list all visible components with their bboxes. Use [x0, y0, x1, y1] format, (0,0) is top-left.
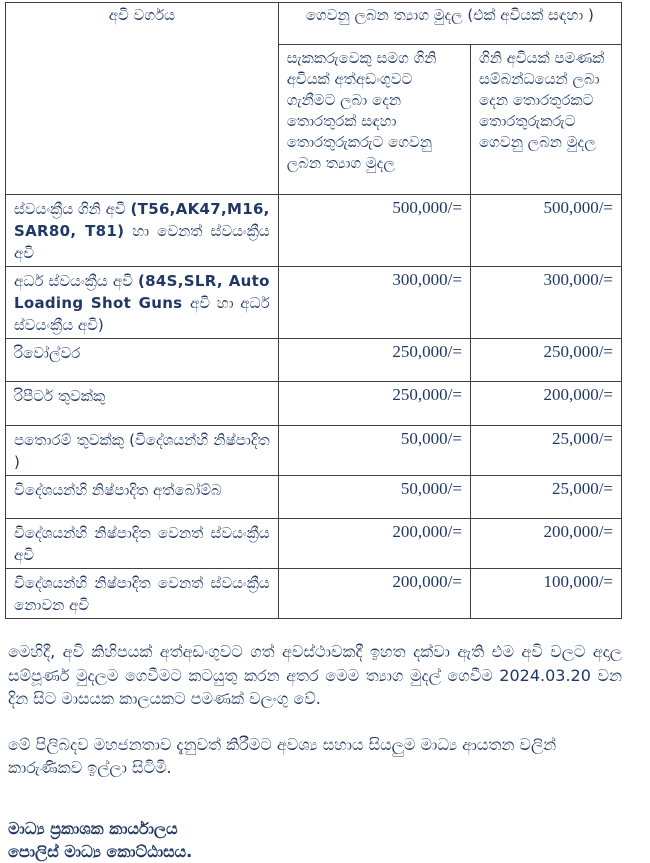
header-reward-merged: ගෙවනු ලබන ත්‍යාග මුදල (එක් අවියක් සඳහා ): [278, 3, 621, 45]
weapon-type-cell: රිවෝල්වර: [6, 339, 279, 382]
table-header-row: [6, 3, 622, 45]
reward-amount-table: [5, 2, 622, 619]
validity-paragraph: මෙහිදී, අවි කිහිපයක් අත්අඩංගුවට ගත් අවස්ථාවකදී ඉහත දක්වා ඇති එම අවි වලට අදාල සම්පූර්ණ මුදලම ගෙවීමට කටයුතු කරන අතර මෙම ත්‍යාග මුදල් ගෙවීම 2024.03.20 වන දින සිට මාසයක කාලයකට පමණක් වලංගු වේ.: [8, 642, 622, 708]
amount-with-suspect-cell: 200,000/=: [278, 519, 470, 569]
weapon-type-cell: විදේශයන්හි නිෂ්පාදිත වෙනත් ස්වයංක්‍රීය නොවන අවි: [6, 569, 279, 619]
amount-weapon-only-cell: 250,000/=: [470, 339, 621, 382]
header-weapon-type: අවි වර්ගය: [6, 3, 279, 195]
amount-with-suspect-cell: 200,000/=: [278, 569, 470, 619]
table-row: [6, 195, 622, 267]
signature-block: [8, 817, 622, 863]
weapon-type-cell: විදේශයන්හි නිෂ්පාදිත වෙනත් ස්වයංක්‍රීය අවි: [6, 519, 279, 569]
subheader-weapon-only: ගිනි අවියක් පමණක් සම්බන්ධයෙන් ලබා දෙන තොරතුරකට තොරතුරුකරුට ගෙවනු ලබන මුදල: [470, 45, 621, 195]
table-row: [6, 569, 622, 619]
table-row: [6, 267, 622, 339]
amount-weapon-only-cell: 100,000/=: [470, 569, 621, 619]
table-row: [6, 476, 622, 519]
weapon-type-cell: ස්වයංක්‍රීය ගිනි අවි (T56,AK47,M16, SAR80, T81) හා වෙනත් ස්වයංක්‍රීය අවි: [6, 195, 279, 267]
amount-weapon-only-cell: 25,000/=: [470, 426, 621, 476]
amount-weapon-only-cell: 25,000/=: [470, 476, 621, 519]
weapon-type-cell: රිපීටර් තුවක්කු: [6, 382, 279, 426]
amount-weapon-only-cell: 300,000/=: [470, 267, 621, 339]
table-row: [6, 339, 622, 382]
table-row: [6, 382, 622, 426]
amount-weapon-only-cell: 500,000/=: [470, 195, 621, 267]
amount-weapon-only-cell: 200,000/=: [470, 519, 621, 569]
table-row: [6, 519, 622, 569]
footer-office-line: මාධ්‍ය ප්‍රකාශක කාර්යාලය: [8, 818, 178, 838]
footer-division-line: පොලිස් මාධ්‍ය කොට්ඨාසය.: [8, 841, 193, 861]
subheader-with-suspect: සැකකරුවෙකු සමග ගිනි අවියක් අත්අඩංගුවට ගැනීමට ලබා දෙන තොරතුරක් සඳහා තොරතුරුකරුට ගෙවනු ලබන ත්‍යාග මුදල: [278, 45, 470, 195]
amount-with-suspect-cell: 50,000/=: [278, 476, 470, 519]
amount-weapon-only-cell: 200,000/=: [470, 382, 621, 426]
media-request-paragraph: මේ පිලිබදව මහජනතාව දැනුවත් කිරීමට අවශ්‍ය සහාය සියලුම මාධ්‍ය ආයතන වලින් කාරුණිකව ඉල්ලා සිටිමි.: [8, 734, 557, 777]
weapon-type-cell: විදේශයන්හි නිෂ්පාදිත අත්බෝම්බ: [6, 476, 279, 519]
amount-with-suspect-cell: 250,000/=: [278, 382, 470, 426]
amount-with-suspect-cell: 50,000/=: [278, 426, 470, 476]
weapon-type-cell: පතොරම් තුවක්කු (විදේශයන්හි නිෂ්පාදිත ): [6, 426, 279, 476]
amount-with-suspect-cell: 300,000/=: [278, 267, 470, 339]
weapon-type-cell: අර්ධ ස්වයංක්‍රීය අවි (84S,SLR, Auto Loading Shot Guns අවි හා අර්ධ ස්වයංක්‍රීය අවි): [6, 267, 279, 339]
table-row: [6, 426, 622, 476]
amount-with-suspect-cell: 500,000/=: [278, 195, 470, 267]
amount-with-suspect-cell: 250,000/=: [278, 339, 470, 382]
